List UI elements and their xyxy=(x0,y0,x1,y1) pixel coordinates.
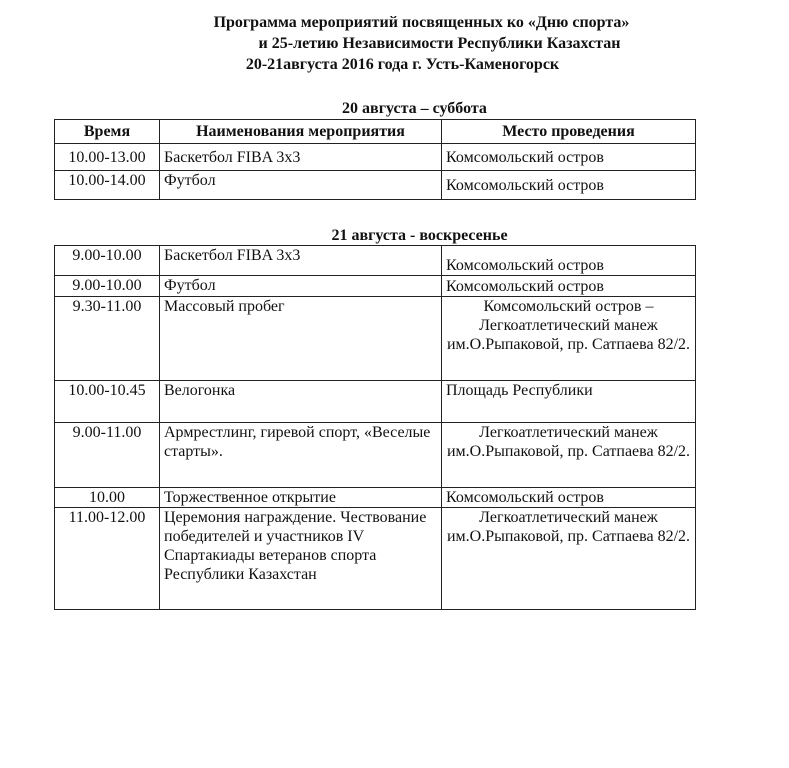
cell-time: 10.00-14.00 xyxy=(55,171,160,200)
column-header-name: Наименования мероприятия xyxy=(160,120,442,144)
day2-schedule-table xyxy=(54,245,696,610)
cell-time: 9.30-11.00 xyxy=(55,297,160,381)
cell-name: Армрестлинг, гиревой спорт, «Веселые старты». xyxy=(160,423,442,488)
table-row xyxy=(55,171,696,200)
day2-heading: 21 августа - воскресенье xyxy=(331,227,508,244)
cell-name: Баскетбол FIBA 3x3 xyxy=(160,246,442,276)
cell-name: Велогонка xyxy=(160,381,442,423)
column-header-time: Время xyxy=(55,120,160,144)
cell-time: 11.00-12.00 xyxy=(55,508,160,610)
table-row xyxy=(55,297,696,381)
cell-place: Комсомольский остров xyxy=(442,144,696,171)
table-row xyxy=(55,381,696,423)
cell-name: Футбол xyxy=(160,276,442,297)
cell-place: Площадь Республики xyxy=(442,381,696,423)
day1-schedule-table xyxy=(54,119,696,200)
cell-time: 9.00-11.00 xyxy=(55,423,160,488)
cell-time: 10.00 xyxy=(55,488,160,508)
table-row xyxy=(55,508,696,610)
cell-name: Церемония награждение. Чествование победителей и участников IV Спартакиады ветеранов спорта Республики Казахстан xyxy=(160,508,442,610)
cell-name: Массовый пробег xyxy=(160,297,442,381)
cell-place: Легкоатлетический манеж им.О.Рыпаковой, пр. Сатпаева 82/2. xyxy=(442,508,696,610)
table-row xyxy=(55,246,696,276)
cell-name: Торжественное открытие xyxy=(160,488,442,508)
table-row xyxy=(55,423,696,488)
cell-place: Комсомольский остров xyxy=(442,488,696,508)
column-header-place: Место проведения xyxy=(442,120,696,144)
table-header-row xyxy=(55,120,696,144)
cell-place: Комсомольский остров xyxy=(442,246,696,276)
cell-name: Футбол xyxy=(160,171,442,200)
day1-heading: 20 августа – суббота xyxy=(342,100,487,117)
document-title-line-2: и 25-летию Независимости Республики Казахстан xyxy=(258,35,621,52)
table-row xyxy=(55,144,696,171)
table-row xyxy=(55,488,696,508)
cell-name: Баскетбол FIBA 3x3 xyxy=(160,144,442,171)
cell-time: 10.00-13.00 xyxy=(55,144,160,171)
cell-time: 9.00-10.00 xyxy=(55,276,160,297)
cell-time: 9.00-10.00 xyxy=(55,246,160,276)
table-row xyxy=(55,276,696,297)
cell-place: Комсомольский остров xyxy=(442,276,696,297)
document-title-line-1: Программа мероприятий посвященных ко «Дню спорта» xyxy=(213,14,630,31)
cell-place: Комсомольский остров xyxy=(442,171,696,200)
cell-time: 10.00-10.45 xyxy=(55,381,160,423)
cell-place: Комсомольский остров – Легкоатлетический манеж им.О.Рыпаковой, пр. Сатпаева 82/2. xyxy=(442,297,696,381)
cell-place: Легкоатлетический манеж им.О.Рыпаковой, пр. Сатпаева 82/2. xyxy=(442,423,696,488)
document-title-line-3: 20-21августа 2016 года г. Усть-Каменогорск xyxy=(245,56,560,73)
